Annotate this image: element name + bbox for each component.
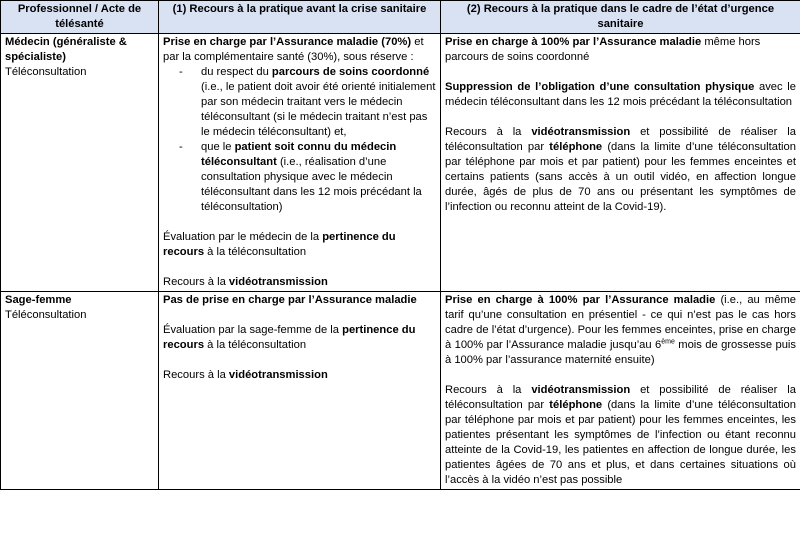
paragraph bbox=[445, 35, 796, 65]
header-during-emergency: (2) Recours à la pratique dans le cadre de l’état d’urgence sanitaire bbox=[441, 1, 800, 34]
paragraph bbox=[163, 230, 436, 260]
text: (dans la limite d’une téléconsultation par téléphone par mois et par patient) pour les femmes enceintes, les patientes présentant les symptômes de l’infection ou étant reconnu atteinte de la Covid-19, les patientes en affection de longue durée, les patientes âgées de 70 ans et plus, et dans certaines situations où l’accès à la vidéo n’est pas possible bbox=[445, 399, 796, 486]
bold-text: téléphone bbox=[549, 141, 603, 153]
act-name: Téléconsultation bbox=[5, 66, 87, 78]
bold-text: vidéotransmission bbox=[531, 384, 631, 396]
cell-professional-medecin bbox=[1, 34, 159, 292]
list-item bbox=[201, 140, 436, 215]
table-row-medecin bbox=[1, 34, 800, 292]
header-professional-act: Professionnel / Acte de télésanté bbox=[1, 1, 159, 34]
bold-text: Prise en charge par l’Assurance maladie (70%) bbox=[163, 36, 412, 48]
text: mois de grossesse puis à 100% par l’assurance maternité ensuite) bbox=[445, 339, 797, 366]
profession-name: Médecin (généraliste & spécialiste) bbox=[5, 36, 127, 63]
text: à la téléconsultation bbox=[204, 246, 307, 258]
superscript: ème bbox=[661, 338, 675, 346]
cell-professional-sage-femme bbox=[1, 292, 159, 490]
bold-text: Prise en charge à 100% par l’Assurance maladie bbox=[445, 294, 716, 306]
text: Évaluation par la sage-femme de la bbox=[163, 324, 343, 336]
bold-text: vidéotransmission bbox=[228, 276, 328, 288]
text: (dans la limite d’une téléconsultation par téléphone par mois et par patient) pour les femmes enceintes et certains patients (sans accès à un outil vidéo, en affection longue durée, âgés de plus de 70 ans ou présentant les symptômes de l’infection ou reconnu atteint de la Covid-19). bbox=[445, 141, 796, 213]
text: Recours à la bbox=[445, 384, 532, 396]
act-name: Téléconsultation bbox=[5, 309, 87, 321]
text: et possibilité de réaliser la téléconsultation par bbox=[445, 126, 796, 153]
paragraph: Pas de prise en charge par l’Assurance maladie bbox=[163, 294, 417, 306]
bold-text: pertinence du recours bbox=[163, 231, 396, 258]
text: que le bbox=[201, 141, 235, 153]
text: (i.e., réalisation d’une consultation physique avec le médecin téléconsultant dans les 12 mois précédant la téléconsultation) bbox=[201, 156, 422, 213]
paragraph bbox=[445, 80, 796, 110]
paragraph bbox=[163, 323, 436, 353]
bold-text: Prise en charge à 100% par l’Assurance maladie bbox=[445, 36, 702, 48]
bold-text: patient soit connu du médecin téléconsultant bbox=[201, 141, 397, 168]
text: (i.e., le patient doit avoir été orienté initialement par son médecin traitant vers le médecin téléconsultant (si le médecin traitant n’est pas le médecin téléconsultant) et, bbox=[201, 81, 436, 138]
text: Recours à la bbox=[445, 126, 532, 138]
condition-list bbox=[163, 65, 436, 215]
bold-text: téléphone bbox=[549, 399, 603, 411]
cell-during-sage-femme bbox=[441, 292, 800, 490]
text: même hors parcours de soins coordonné bbox=[445, 36, 761, 63]
paragraph bbox=[445, 293, 796, 368]
paragraph bbox=[445, 383, 796, 488]
bold-text: Suppression de l’obligation d’une consultation physique bbox=[445, 81, 755, 93]
table-header-row bbox=[1, 1, 800, 34]
bold-text: vidéotransmission bbox=[531, 126, 631, 138]
text: (i.e., au même tarif qu’une consultation en présentiel - ce qui n’est pas le cas hors cadre de l’état d’urgence). Pour les femmes enceintes, prise en charge à 100% par l’Assurance maladie jusqu’au 6 bbox=[445, 294, 796, 351]
text: et possibilité de réaliser la téléconsultation par bbox=[445, 384, 796, 411]
profession-name: Sage-femme bbox=[5, 294, 72, 306]
text: du respect du bbox=[201, 66, 272, 78]
bold-text: parcours de soins coordonné bbox=[271, 66, 430, 78]
paragraph bbox=[163, 275, 436, 290]
text: Recours à la bbox=[163, 369, 229, 381]
paragraph bbox=[163, 35, 436, 65]
cell-before-medecin bbox=[159, 34, 441, 292]
cell-during-medecin bbox=[441, 34, 800, 292]
paragraph bbox=[445, 125, 796, 215]
cell-before-sage-femme bbox=[159, 292, 441, 490]
text: avec le médecin téléconsultant dans les 12 mois précédant la téléconsultation bbox=[445, 81, 796, 108]
header-before-crisis: (1) Recours à la pratique avant la crise sanitaire bbox=[159, 1, 441, 34]
table-row-sage-femme bbox=[1, 292, 800, 490]
bold-text: pertinence du recours bbox=[163, 324, 416, 351]
bold-text: vidéotransmission bbox=[228, 369, 328, 381]
text: à la téléconsultation bbox=[204, 339, 307, 351]
text: et par la complémentaire santé (30%), sous réserve : bbox=[163, 36, 424, 63]
text: Recours à la bbox=[163, 276, 229, 288]
list-item bbox=[201, 65, 436, 140]
paragraph bbox=[163, 368, 436, 383]
text: Évaluation par le médecin de la bbox=[163, 231, 323, 243]
